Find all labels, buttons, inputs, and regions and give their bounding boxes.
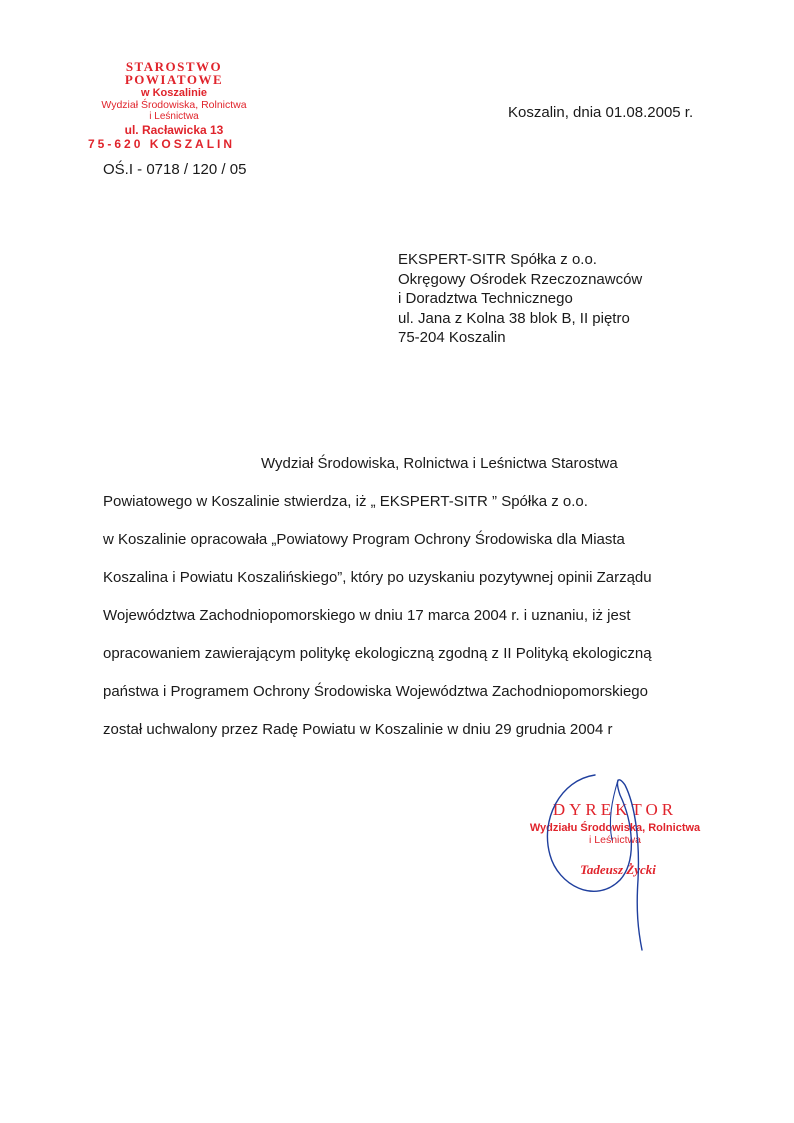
handwritten-signature xyxy=(520,760,660,960)
stamp-line: ul. Racławicka 13 xyxy=(124,122,224,137)
body-line: Wydział Środowiska, Rolnictwa i Leśnictwa Starostwa xyxy=(261,455,618,472)
body-line: Koszalina i Powiatu Koszalińskiego”, który po uzyskaniu pozytywnej opinii Zarządu xyxy=(103,569,652,586)
addressee-block xyxy=(398,250,642,348)
stamp-line: 75-620 KOSZALIN xyxy=(88,136,236,151)
body-line: został uchwalony przez Radę Powiatu w Koszalinie w dniu 29 grudnia 2004 r xyxy=(103,721,613,738)
addressee-line: Okręgowy Ośrodek Rzeczoznawców xyxy=(398,270,643,288)
body-line: opracowaniem zawierającym politykę ekologiczną zgodną z II Polityką ekologiczną xyxy=(103,645,652,662)
reference-number: OŚ.I - 0718 / 120 / 05 xyxy=(103,161,247,178)
stamp-line: Wydział Środowiska, Rolnictwa xyxy=(101,99,247,111)
stamp-line: i Leśnictwa xyxy=(149,110,199,122)
stamp-line: Wydziału Środowiska, Rolnictwa xyxy=(529,822,701,834)
body-line: państwa i Programem Ochrony Środowiska Województwa Zachodniopomorskiego xyxy=(103,683,648,700)
addressee-line: EKSPERT-SITR Spółka z o.o. xyxy=(398,251,597,268)
letter-body xyxy=(103,450,703,754)
letter-date: Koszalin, dnia 01.08.2005 r. xyxy=(508,104,694,121)
stamp-line: i Leśnictwa xyxy=(589,834,641,846)
body-line: Województwa Zachodniopomorskiego w dniu 17 marca 2004 r. i uznaniu, iż jest xyxy=(103,607,631,624)
header-stamp xyxy=(84,60,264,150)
stamp-name: Tadeusz Życki xyxy=(580,862,656,877)
addressee-line: 75-204 Koszalin xyxy=(398,329,506,346)
addressee-line: ul. Jana z Kolna 38 blok B, II piętro xyxy=(398,309,630,327)
stamp-line: STAROSTWO POWIATOWE xyxy=(124,59,224,87)
addressee-line: i Doradztwa Technicznego xyxy=(398,290,573,307)
body-line: w Koszalinie opracowała „Powiatowy Program Ochrony Środowiska dla Miasta xyxy=(103,531,625,548)
stamp-title: DYREKTOR xyxy=(552,800,678,819)
body-line: Powiatowego w Koszalinie stwierdza, iż „ EKSPERT-SITR ” Spółka z o.o. xyxy=(103,493,588,510)
stamp-line: w Koszalinie xyxy=(140,87,208,99)
